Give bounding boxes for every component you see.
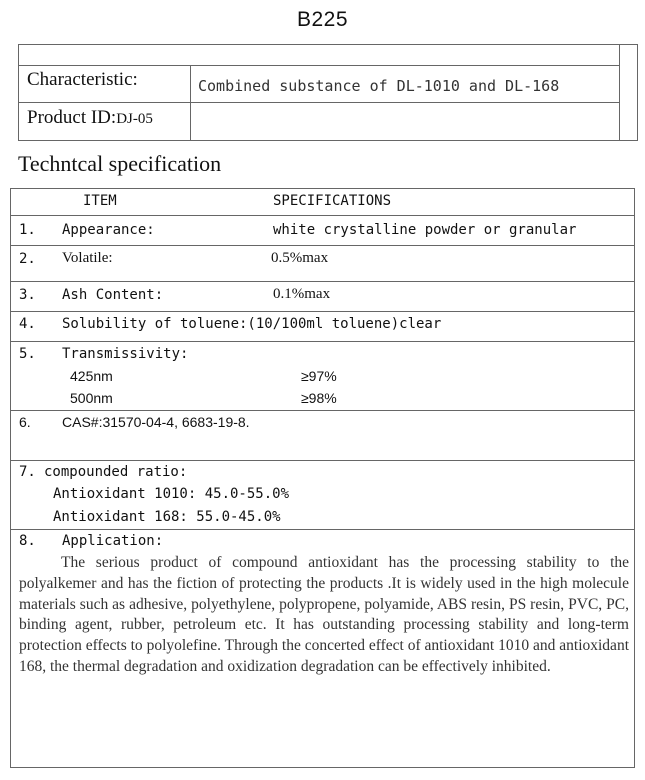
row-number: 7. xyxy=(19,464,36,480)
row-item: Volatile: xyxy=(62,250,113,266)
row-number: 3. xyxy=(19,287,36,303)
divider xyxy=(11,215,634,216)
document-title: B225 xyxy=(296,8,349,31)
col-header-item: ITEM xyxy=(83,193,117,209)
transmissivity-500-value: ≥98% xyxy=(301,390,337,406)
divider xyxy=(11,410,634,411)
divider xyxy=(11,529,634,530)
row-number: 5. xyxy=(19,346,36,362)
row-number: 2. xyxy=(19,251,36,267)
col-header-specifications: SPECIFICATIONS xyxy=(273,193,392,209)
product-id-label: Product ID: xyxy=(27,107,117,128)
divider xyxy=(11,281,634,282)
row-item: CAS#:31570-04-4, 6683-19-8. xyxy=(62,414,250,430)
product-header-table xyxy=(18,44,638,141)
section-heading: Techntcal specification xyxy=(18,151,222,176)
divider xyxy=(19,65,619,66)
row-item: Ash Content: xyxy=(62,287,164,303)
divider xyxy=(11,311,634,312)
row-number: 8. xyxy=(19,533,36,549)
row-item: Appearance: xyxy=(62,222,155,238)
divider xyxy=(11,245,634,246)
transmissivity-425-value: ≥97% xyxy=(301,368,337,384)
divider xyxy=(619,45,620,140)
row-spec: white crystalline powder or granular xyxy=(273,222,577,238)
row-number: 6. xyxy=(19,414,31,430)
ratio-1010: Antioxidant 1010: 45.0-55.0% xyxy=(53,486,290,502)
row-number: 4. xyxy=(19,316,36,332)
spec-table xyxy=(10,188,635,768)
row-item: Application: xyxy=(62,533,164,549)
transmissivity-500-label: 500nm xyxy=(70,390,113,406)
row-item: Transmissivity: xyxy=(62,346,189,362)
application-text: The serious product of compound antioxidant has the processing stability to the polyalkemer and has the fiction of protecting the products .It is widely used in the high molecule materials such as adhesive, polyethylene, polypropene, polyamide, ABS resin, PS resin, PVC, PC, binding agent, rubber, petroleum etc. It has outstanding processing stability and long-term protection effects to polyolefine. Through the concerted effect of antioxidant 1010 and antioxidant 168, the thermal degradation and oxidization degradation can be effectively inhibited. xyxy=(19,554,629,675)
application-paragraph xyxy=(19,553,629,678)
product-id-value: DJ-05 xyxy=(116,111,153,127)
characteristic-label: Characteristic: xyxy=(27,69,138,90)
divider xyxy=(11,460,634,461)
row-item: Solubility of toluene:(10/100ml toluene)clear xyxy=(62,316,442,332)
product-id xyxy=(27,107,153,129)
characteristic-value: Combined substance of DL-1010 and DL-168 xyxy=(198,77,560,95)
ratio-168: Antioxidant 168: 55.0-45.0% xyxy=(53,509,281,525)
divider xyxy=(11,341,634,342)
row-spec: 0.1%max xyxy=(273,286,331,302)
divider xyxy=(190,65,191,140)
row-number: 1. xyxy=(19,222,36,238)
transmissivity-425-label: 425nm xyxy=(70,368,113,384)
divider xyxy=(19,102,619,103)
row-item: compounded ratio: xyxy=(44,464,188,480)
row-spec: 0.5%max xyxy=(271,250,329,266)
